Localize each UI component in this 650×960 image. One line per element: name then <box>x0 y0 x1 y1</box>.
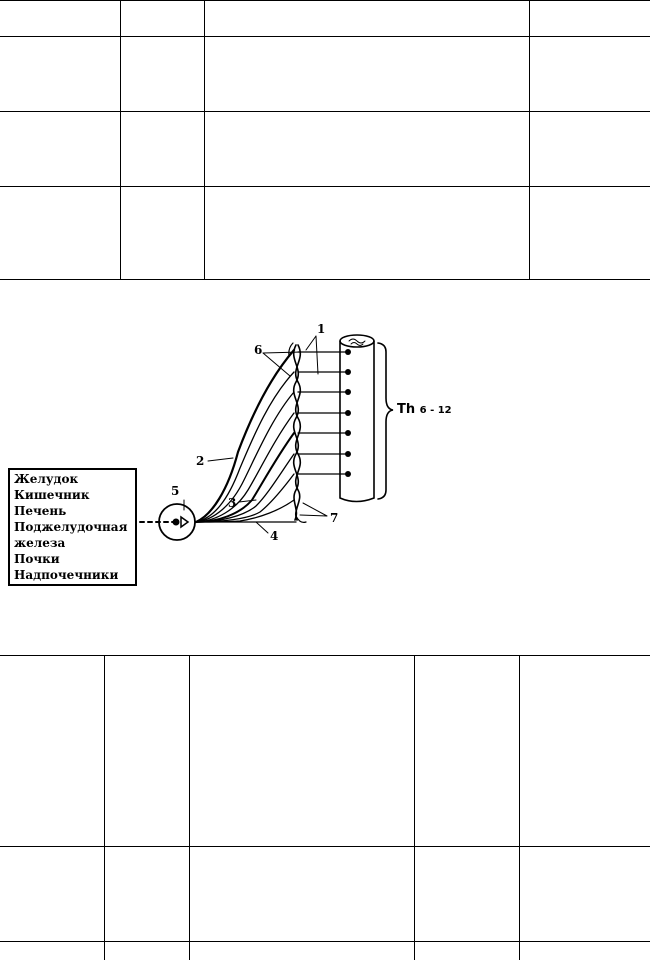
cord-dot <box>345 451 351 457</box>
cord-dot <box>345 471 351 477</box>
label-4: 4 <box>270 529 279 543</box>
bottom-table-vline <box>414 655 415 960</box>
segment-label-th: Th <box>397 402 416 417</box>
label-7: 7 <box>330 511 339 525</box>
top-table-vline <box>120 0 121 280</box>
organ-stomach: Желудок <box>14 472 79 486</box>
top-table-hline <box>0 186 650 187</box>
cord-dot <box>345 430 351 436</box>
organ-liver: Печень <box>14 504 67 518</box>
ganglion-arrow-icon <box>181 517 188 527</box>
bottom-table-hline <box>0 846 650 847</box>
top-table-vline <box>204 0 205 280</box>
segment-brace <box>378 343 393 499</box>
bottom-table-vline <box>519 655 520 960</box>
bottom-table-hline <box>0 941 650 942</box>
cord-dot <box>345 410 351 416</box>
splanchnic-nerves <box>196 350 296 522</box>
segment-label <box>397 402 452 417</box>
label-5: 5 <box>171 484 180 498</box>
cord-dot <box>345 389 351 395</box>
organ-pancreas-1: Поджелудочная <box>14 520 128 534</box>
organ-pancreas-2: железа <box>14 536 66 550</box>
ganglion-dot <box>173 519 180 526</box>
bottom-table-vline <box>189 655 190 960</box>
top-table-hline <box>0 36 650 37</box>
organ-list <box>8 468 137 586</box>
label-3: 3 <box>228 496 237 510</box>
organ-adrenals: Надпочечники <box>14 568 119 582</box>
label-2: 2 <box>196 454 205 468</box>
top-table-hline <box>0 0 650 1</box>
cord-dot <box>345 349 351 355</box>
cord-dot <box>345 369 351 375</box>
bottom-table-vline <box>104 655 105 960</box>
bottom-table-hline <box>0 655 650 656</box>
top-table-hline <box>0 279 650 280</box>
label-1: 1 <box>317 322 326 336</box>
spinal-cord <box>340 335 374 502</box>
label-6: 6 <box>254 343 263 357</box>
leader-lines <box>184 336 327 533</box>
top-table-hline <box>0 111 650 112</box>
top-table-vline <box>529 0 530 280</box>
segment-label-range: 6 - 12 <box>419 405 452 416</box>
organ-intestine: Кишечник <box>14 488 90 502</box>
organ-kidneys: Почки <box>14 552 60 566</box>
